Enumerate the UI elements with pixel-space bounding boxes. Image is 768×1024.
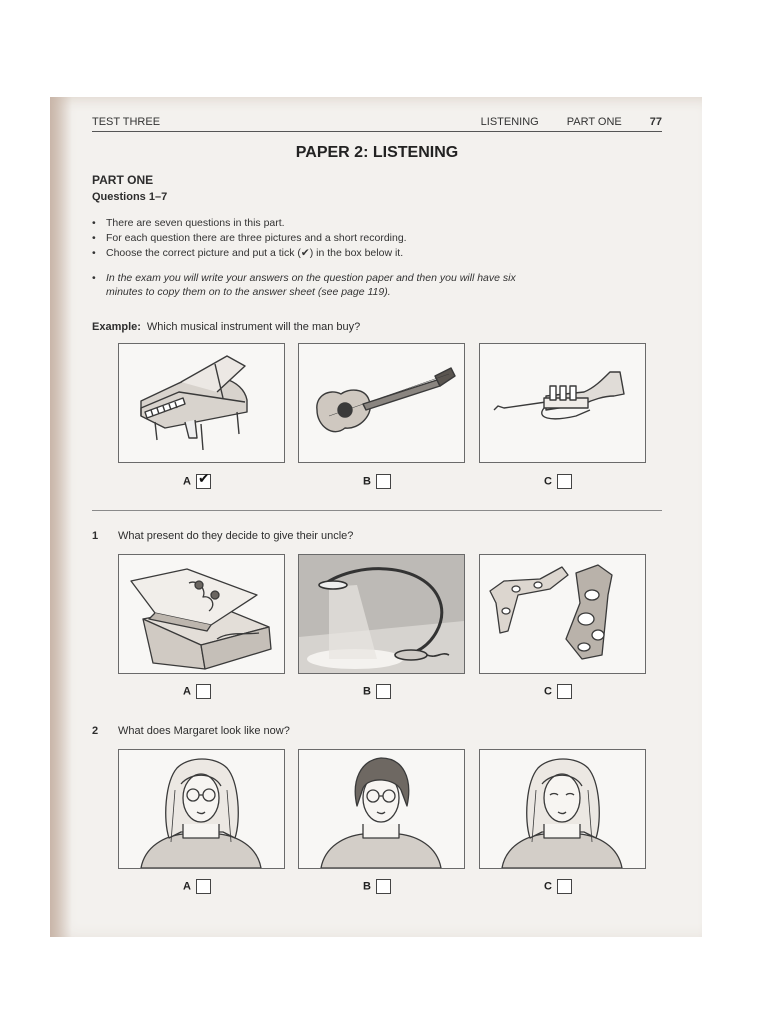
woman-short-hair-glasses-picture[interactable] [298,749,465,869]
option-a-checkbox[interactable] [196,470,211,489]
part-heading: PART ONE [92,173,154,187]
question-1-option-a [183,684,211,698]
guitar-icon [299,344,464,462]
woman-long-hair-glasses-picture[interactable] [118,749,285,869]
option-c-checkbox[interactable] [557,474,572,489]
section-divider [92,510,662,511]
option-c-checkbox[interactable] [557,879,572,894]
option-b-checkbox[interactable] [376,879,391,894]
question-number: 1 [92,530,99,542]
question-2-option-a [183,879,211,893]
header-divider [92,131,662,132]
option-b-checkbox[interactable] [376,474,391,489]
questions-range: Questions 1–7 [92,191,168,203]
instructions-list [92,216,672,261]
book-spine-shadow [50,97,72,937]
trumpet-icon [480,344,645,462]
tick-mark-icon: ✔ [197,470,210,486]
exam-note: • In the exam you will write your answers on the question paper and then you will have six minutes to copy them on to the answer sheet (see page 119). [92,271,546,299]
option-letter: C [544,880,552,893]
instruction-item: • Choose the correct picture and put a tick (✔) in the box below it. [92,246,672,261]
header-right [453,116,662,128]
photo-album-picture[interactable] [118,554,285,674]
option-a-checkbox[interactable] [196,684,211,699]
question-1-option-c [544,684,572,698]
grand-piano-picture[interactable] [118,343,285,463]
paper-title: PAPER 2: LISTENING [295,144,459,161]
option-letter: A [183,685,191,698]
question-2 [92,725,290,737]
option-letter: B [363,475,371,488]
option-letter: A [183,475,191,488]
example-option-c [544,474,572,488]
desk-lamp-picture[interactable] [298,554,465,674]
photo-album-icon [119,555,284,673]
woman-long-hair-icon [480,750,645,868]
header-test-label: TEST THREE [92,116,161,128]
woman-short-hair-glasses-icon [299,750,464,868]
question-2-option-b [363,879,391,893]
option-c-checkbox[interactable] [557,684,572,699]
header-section-label: LISTENING [480,116,539,128]
option-letter: B [363,880,371,893]
example-option-a [183,470,211,488]
option-a-checkbox[interactable] [196,879,211,894]
question-2-option-c [544,879,572,893]
question-text: What does Margaret look like now? [118,725,290,737]
instruction-item: • For each question there are three pictures and a short recording. [92,231,672,246]
question-1-option-b [363,684,391,698]
trumpet-picture[interactable] [479,343,646,463]
instruction-item: • There are seven questions in this part. [92,216,672,231]
example-question-text: Which musical instrument will the man buy? [146,321,361,333]
question-number: 2 [92,725,99,737]
option-letter: C [544,475,552,488]
example-question [92,321,360,333]
question-1 [92,530,353,542]
header-part-label: PART ONE [566,116,622,128]
woman-long-hair-no-glasses-picture[interactable] [479,749,646,869]
example-label: Example: [92,321,141,333]
tie-icon [480,555,645,673]
option-letter: A [183,880,191,893]
woman-long-hair-glasses-icon [119,750,284,868]
guitar-picture[interactable] [298,343,465,463]
example-option-b [363,474,391,488]
option-letter: B [363,685,371,698]
page-number: 77 [649,116,662,128]
ties-picture[interactable] [479,554,646,674]
option-b-checkbox[interactable] [376,684,391,699]
desk-lamp-icon [299,555,464,673]
question-text: What present do they decide to give their uncle? [118,530,354,542]
running-header [92,116,662,130]
grand-piano-icon [119,344,284,462]
option-letter: C [544,685,552,698]
